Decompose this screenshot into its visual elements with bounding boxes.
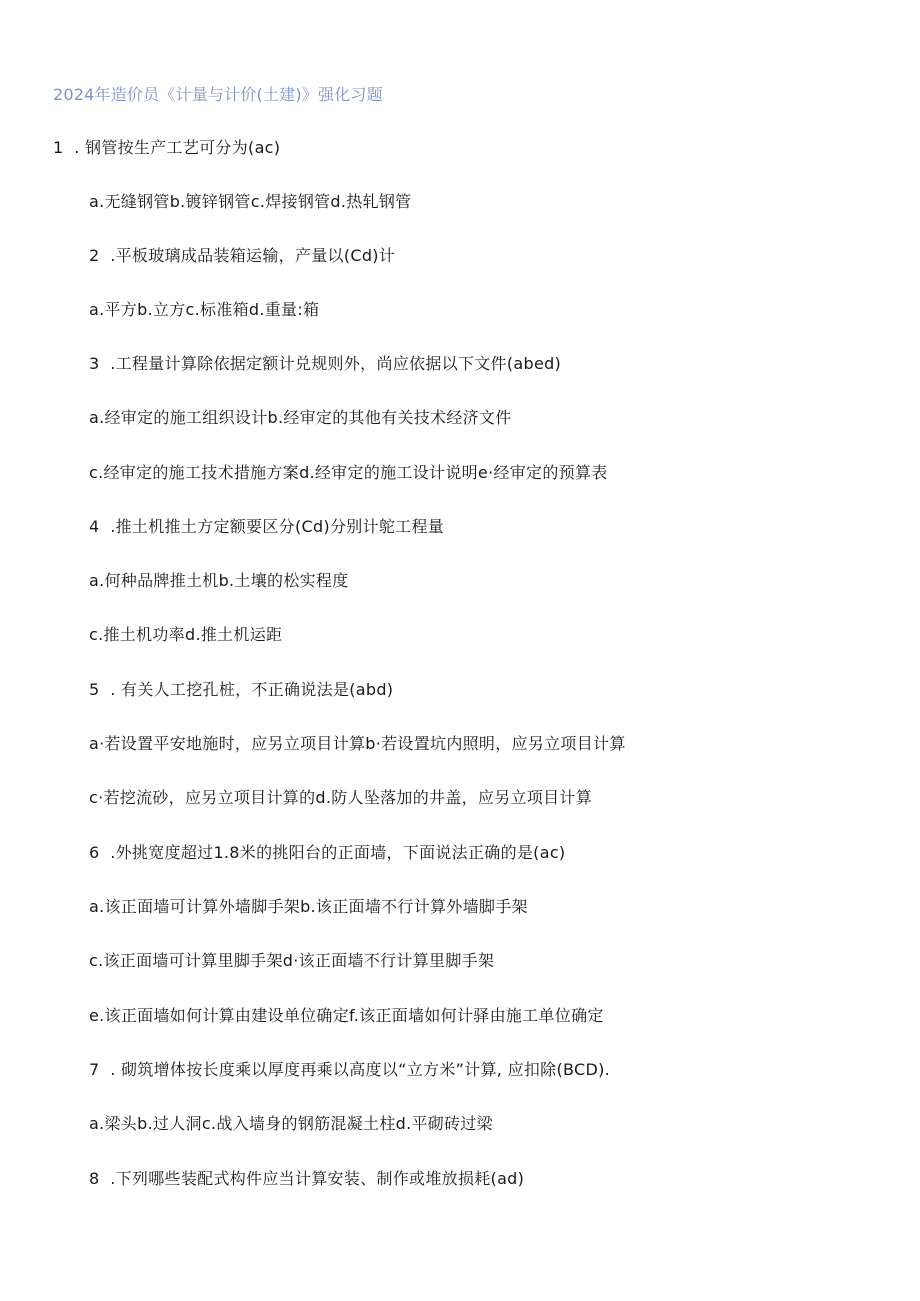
question-6: 6 .外挑宽度超过1.8米的挑阳台的正面墙，下面说法正确的是(ac) [89,843,566,862]
question-2-options: a.平方b.立方c.标准箱d.重量:箱 [89,300,320,319]
question-7-options: a.梁头b.过人洞c.战入墙身的钢筋混凝土柱d.平砌砖过梁 [89,1114,493,1133]
question-6-options-c: e.该正面墙如何计算由建设单位确定f.该正面墙如何计驿由施工单位确定 [89,1006,604,1025]
question-7: 7 . 砌筑增体按长度乘以厚度再乘以高度以“立方米”计算, 应扣除(BCD). [89,1060,611,1079]
question-6-options-a: a.该正面墙可计算外墙脚手架b.该正面墙不行计算外墙脚手架 [89,897,528,916]
question-1: 1 . 钢管按生产工艺可分为(ac) [53,138,281,157]
question-4: 4 .推土机推土方定额要区分(Cd)分别计鸵工程量 [89,517,445,536]
question-3: 3 .工程量计算除依据定额计兑规则外，尚应依据以下文件(abed) [89,354,562,373]
question-3-options-a: a.经审定的施工组织设计b.经审定的其他有关技术经济文件 [89,408,512,427]
question-3-options-b: c.经审定的施工技术措施方案d.经审定的施工设计说明e·经审定的预算表 [89,463,608,482]
question-4-options-a: a.何种品牌推土机b.土壤的松实程度 [89,571,349,590]
question-8: 8 .下列哪些装配式构件应当计算安装、制作或堆放损耗(ad) [89,1169,525,1188]
question-5: 5 . 有关人工挖孔桩，不正确说法是(abd) [89,680,394,699]
question-5-options-a: a·若设置平安地施时，应另立项目计算b·若设置坑内照明，应另立项目计算 [89,734,626,753]
question-4-options-b: c.推土机功率d.推土机运距 [89,625,283,644]
question-1-options: a.无缝钢管b.镀锌钢管c.焊接钢管d.热轧钢管 [89,192,412,211]
question-2: 2 .平板玻璃成品装箱运输，产量以(Cd)计 [89,246,396,265]
question-6-options-b: c.该正面墙可计算里脚手架d·该正面墙不行计算里脚手架 [89,951,495,970]
question-5-options-b: c·若挖流砂，应另立项目计算的d.防人坠落加的井盖，应另立项目计算 [89,788,593,807]
document-title: 2024年造价员《计量与计价(土建)》强化习题 [53,85,383,104]
